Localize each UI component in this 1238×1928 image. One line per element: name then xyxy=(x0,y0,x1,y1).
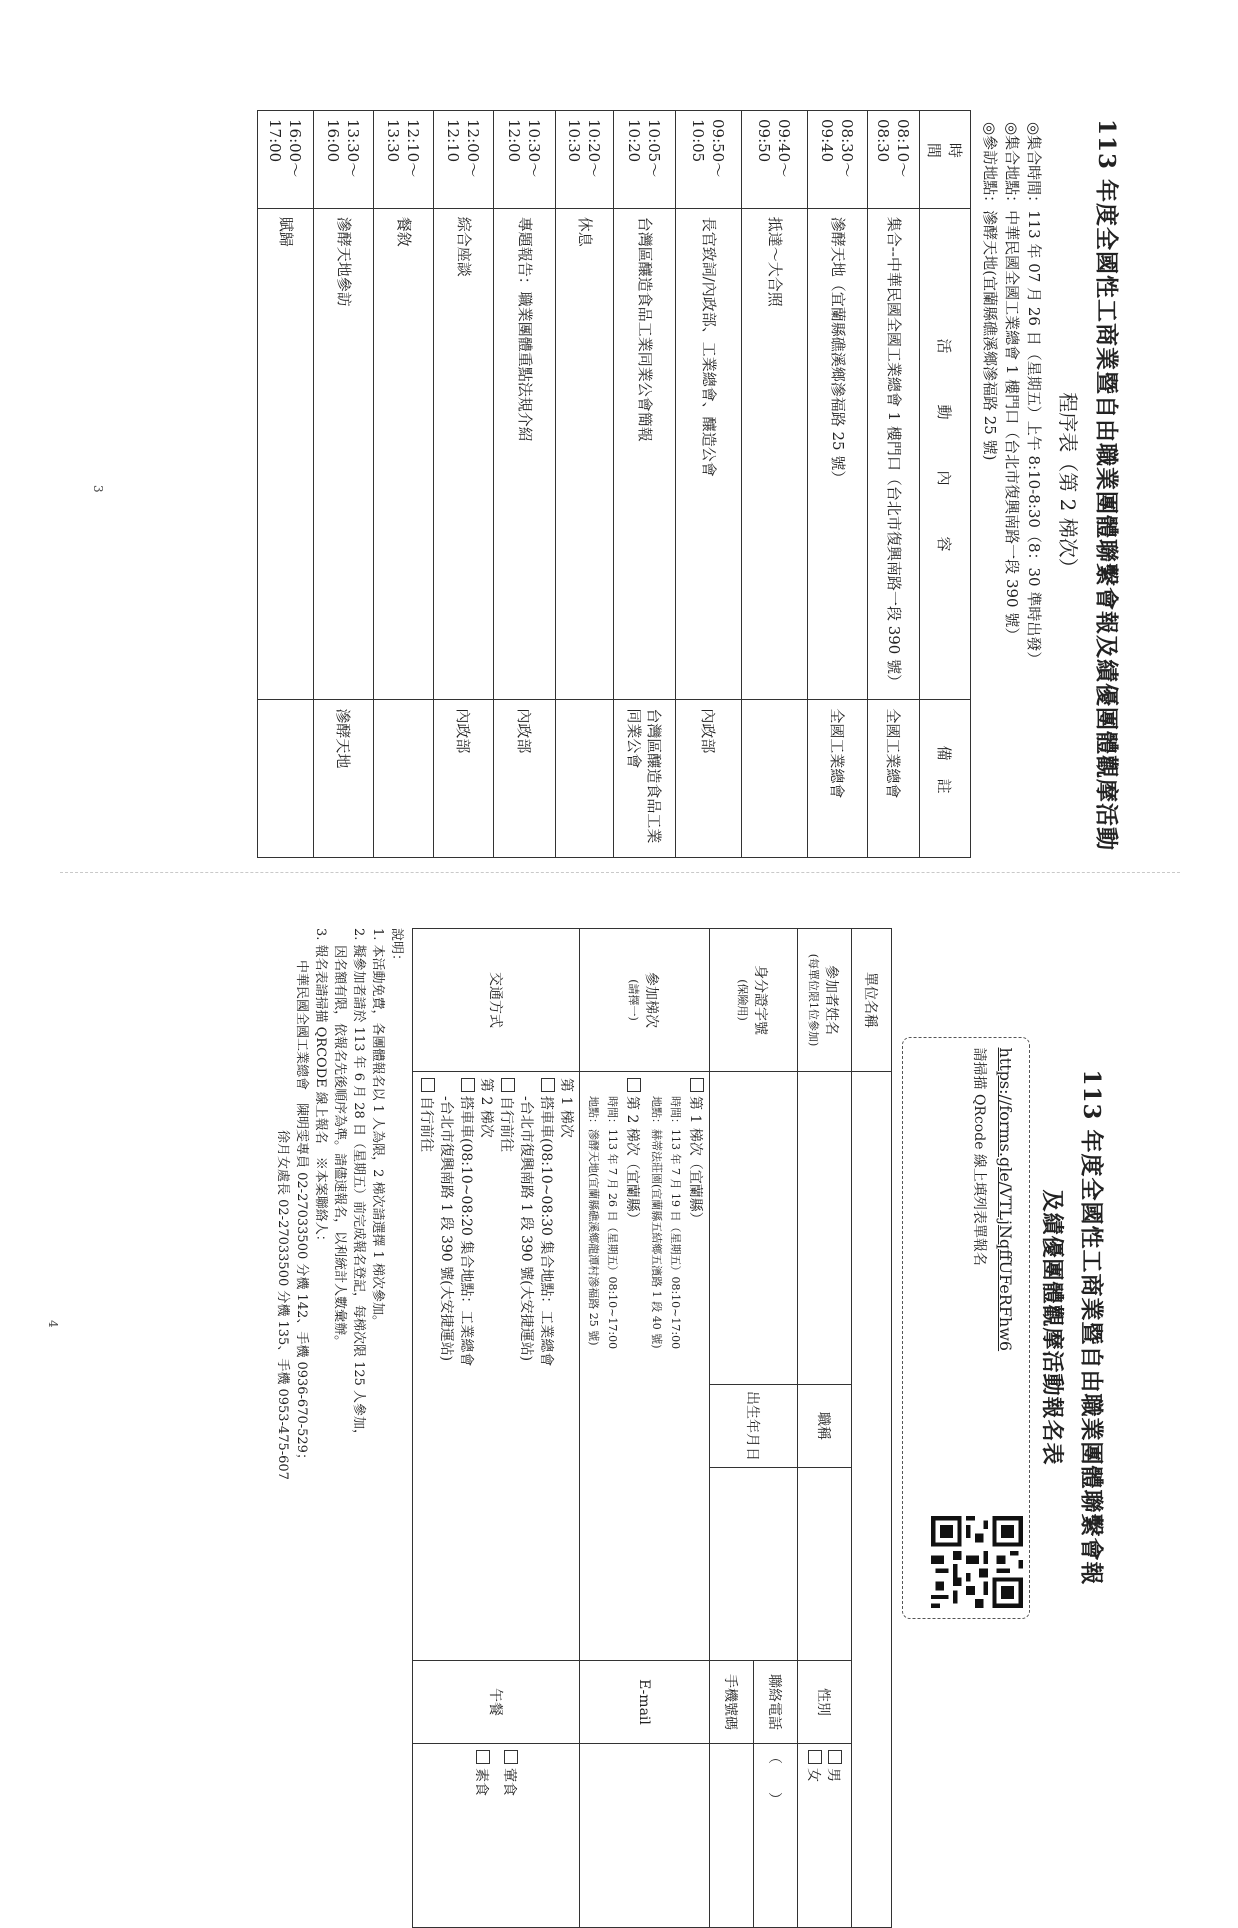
birth-label: 出生年月日 xyxy=(710,1385,798,1468)
note-item: 3. 報名表請掃描 QRCODE 線上報名 ※本案聯絡人： xyxy=(313,928,328,1248)
row-time: 10:30～12:00 xyxy=(494,111,556,209)
session2-place: 地點：滲酵天地(宜蘭縣礁溪鄉龍潭村滲福路 25 號) xyxy=(587,1096,601,1346)
row-note xyxy=(258,700,314,858)
checkbox-icon[interactable] xyxy=(541,1078,555,1092)
participant-name-label-cell xyxy=(798,929,852,1072)
page-divider xyxy=(60,872,1180,873)
notes-section xyxy=(311,928,406,1735)
row-time: 10:20～10:30 xyxy=(556,111,614,209)
qr-box xyxy=(902,1037,1030,1619)
gender-female-label: 女 xyxy=(805,1768,822,1782)
id-number-label: 身分證字號 xyxy=(752,965,769,1035)
row-time: 08:10～08:30 xyxy=(868,111,920,209)
meeting-place: ◎集合地點：中華民國全國工業總會 1 樓門口（台北市復興南路一段 390 號） xyxy=(1003,122,1021,643)
gender-female-option[interactable] xyxy=(805,1750,825,1921)
schedule-row xyxy=(614,111,676,858)
participant-name-note: (每單位限1位參加) xyxy=(807,953,821,1047)
row-note: 內政部 xyxy=(676,700,742,858)
session1-place: 地點：赫蒂法莊園(宜蘭縣五結鄉五濱路 1 段 40 號) xyxy=(650,1096,664,1349)
transport-s1-self-option[interactable] xyxy=(496,1078,516,1654)
transport-label: 交通方式 xyxy=(413,929,580,1072)
row-activity: 抵達～大合照 xyxy=(742,208,808,700)
checkbox-icon[interactable] xyxy=(501,1078,515,1092)
session2-option[interactable] xyxy=(623,1078,642,1654)
row-time: 10:05～10:20 xyxy=(614,111,676,209)
checkbox-icon[interactable] xyxy=(691,1078,705,1092)
session-label: 參加梯次 xyxy=(643,972,660,1028)
gender-male-option[interactable] xyxy=(825,1750,845,1921)
schedule-row xyxy=(434,111,494,858)
transport-s1-bus-option[interactable] xyxy=(536,1078,556,1654)
page-number: 4 xyxy=(46,1320,60,1328)
schedule-row xyxy=(868,111,920,858)
schedule-title: 113 年度全國性工商業暨自由職業團體聯繫會報及績優團體觀摩活動 xyxy=(1093,118,1120,852)
unit-name-field[interactable] xyxy=(852,1072,892,1928)
row-note: 全國工業總會 xyxy=(808,700,868,858)
gender-label: 性別 xyxy=(798,1661,852,1744)
row-activity: 賦歸 xyxy=(258,208,314,700)
registration-table xyxy=(412,928,892,1928)
contact-line-2: 徐月女處長 02-27033500 分機 135、手機 0953-475-607 xyxy=(275,1130,290,1480)
row-note xyxy=(556,700,614,858)
transport-s2-self-option[interactable] xyxy=(416,1078,436,1654)
lunch-options xyxy=(413,1744,580,1928)
transport-s2-self: 自行前往 xyxy=(418,1096,434,1152)
visit-place: ◎參訪地點：滲酵天地(宜蘭縣礁溪鄉滲福路 25 號) xyxy=(981,122,999,461)
transport-s1-bus-cont: -台北市復興南路 1 段 390 號(大安捷運站) xyxy=(518,1096,534,1362)
row-note: 台灣區釀造食品工業同業公會 xyxy=(614,700,676,858)
row-time: 16:00～17:00 xyxy=(258,111,314,209)
lunch-meat-option[interactable] xyxy=(500,1750,520,1921)
transport-s2-bus-option[interactable] xyxy=(456,1078,476,1654)
qr-hint: 請掃描 QRcode 線上填列表單報名 xyxy=(971,1047,987,1266)
row-activity: 滲酵天地參訪 xyxy=(314,208,374,700)
gender-male-label: 男 xyxy=(825,1768,842,1782)
note-item: 2. 擬參加者請於 113 年 6 月 28 日（星期五）前完成報名登記，每梯次限 125 人參加， xyxy=(351,928,366,1443)
header-note: 備註 xyxy=(920,700,971,858)
schedule-row xyxy=(314,111,374,858)
schedule-table xyxy=(257,110,971,858)
row-note xyxy=(742,700,808,858)
schedule-row xyxy=(374,111,434,858)
checkbox-icon[interactable] xyxy=(628,1078,642,1092)
row-activity: 餐敘 xyxy=(374,208,434,700)
checkbox-icon[interactable] xyxy=(809,1750,823,1764)
transport-s2-bus-cont: -台北市復興南路 1 段 390 號(大安捷運站) xyxy=(438,1096,454,1362)
registration-page xyxy=(45,920,1110,1806)
row-note: 內政部 xyxy=(494,700,556,858)
session2-time: 時間：113 年 7 月 26 日（星期五）08:10~17:00 xyxy=(606,1096,620,1350)
row-time: 08:30～09:40 xyxy=(808,111,868,209)
transport-s1-title: 第 1 梯次 xyxy=(558,1078,574,1138)
form-title-line1: 113 年度全國性工商業暨自由職業團體聯繫會報 xyxy=(1078,1069,1105,1586)
schedule-row xyxy=(742,111,808,858)
title-field[interactable] xyxy=(798,1468,852,1661)
contact-phone-label: 聯絡電話 xyxy=(754,1661,798,1744)
contact-line-1: 中華民國全國工業總會 陳明雯專員 02-27033500 分機 142、手機 0936-670-529； xyxy=(294,960,309,1466)
session1-time: 時間：113 年 7 月 19 日（星期五）08:10~17:00 xyxy=(669,1096,683,1350)
note-item: 因名額有限，依報名先後順序為準。請儘速報名，以利統計人數彙辦。 xyxy=(332,928,347,1349)
email-label: E-mail xyxy=(580,1661,710,1744)
schedule-row xyxy=(676,111,742,858)
row-activity: 集合--中華民國全國工業總會 1 樓門口（台北市復興南路一段 390 號） xyxy=(868,208,920,700)
schedule-header-row xyxy=(920,111,971,858)
transport-s1-bus: 搭車車(08:10~08:30 集合地點：工業總會 xyxy=(538,1096,554,1367)
email-field[interactable] xyxy=(580,1744,710,1928)
mobile-label: 手機號碼 xyxy=(710,1661,754,1744)
lunch-veg-label: 素食 xyxy=(473,1768,489,1796)
birth-field[interactable] xyxy=(710,1468,798,1661)
transport-options xyxy=(413,1072,580,1661)
id-number-label-cell xyxy=(710,929,798,1072)
participant-name-label: 參加者姓名 xyxy=(823,965,840,1035)
checkbox-icon[interactable] xyxy=(476,1750,490,1764)
session-options xyxy=(580,1072,710,1661)
row-time: 12:10～13:30 xyxy=(374,111,434,209)
row-time: 13:30～16:00 xyxy=(314,111,374,209)
contact-phone-field[interactable]: （ ） xyxy=(754,1744,798,1928)
form-title-line2: 及績優團體觀摩活動報名表 xyxy=(1039,1189,1065,1466)
row-time: 09:50～10:05 xyxy=(676,111,742,209)
unit-name-label: 單位名稱 xyxy=(852,929,892,1072)
page-number: 3 xyxy=(91,485,105,493)
row-time: 12:00～12:10 xyxy=(434,111,494,209)
lunch-meat-label: 葷食 xyxy=(501,1768,517,1796)
session2-label: 第 2 梯次（宜蘭縣） xyxy=(624,1096,641,1226)
mobile-field[interactable] xyxy=(710,1744,754,1928)
gender-options xyxy=(798,1744,852,1928)
row-activity: 綜合座談 xyxy=(434,208,494,700)
checkbox-icon[interactable] xyxy=(421,1078,435,1092)
row-time: 09:40～09:50 xyxy=(742,111,808,209)
note-item: 1. 本活動免費，各團體報名以 1 人為限，2 梯次請選擇 1 梯次參加。 xyxy=(370,928,385,1329)
checkbox-icon[interactable] xyxy=(829,1750,843,1764)
title-label: 職稱 xyxy=(798,1385,852,1468)
checkbox-icon[interactable] xyxy=(504,1750,518,1764)
row-activity: 台灣區釀造食品工業同業公會簡報 xyxy=(614,208,676,700)
form-url-link[interactable]: https://forms.gle/VTLjNqffUFeRFhw6 xyxy=(996,1047,1015,1352)
meeting-time: ◎集合時間：113 年 07 月 26 日（星期五）上午 8:10-8:30（8：30 準時出發） xyxy=(1025,122,1043,667)
notes-title: 說明： xyxy=(389,928,404,968)
session1-label: 第 1 梯次（宜蘭縣） xyxy=(687,1096,704,1226)
transport-s1-self: 自行前往 xyxy=(498,1096,514,1152)
schedule-row xyxy=(494,111,556,858)
schedule-row xyxy=(808,111,868,858)
row-activity: 滲酵天地（宜蘭縣礁溪鄉滲福路 25 號） xyxy=(808,208,868,700)
qr-code-icon[interactable] xyxy=(931,1516,1023,1608)
row-activity: 專題報告：職業團體重點法規介紹 xyxy=(494,208,556,700)
schedule-row xyxy=(556,111,614,858)
checkbox-icon[interactable] xyxy=(461,1078,475,1092)
row-activity: 休息 xyxy=(556,208,614,700)
schedule-subtitle: 程序表（第 2 梯次） xyxy=(1056,392,1080,578)
row-note: 內政部 xyxy=(434,700,494,858)
participant-name-field[interactable] xyxy=(798,1072,852,1385)
row-note xyxy=(374,700,434,858)
id-number-field[interactable] xyxy=(710,1072,798,1385)
row-note: 全國工業總會 xyxy=(868,700,920,858)
transport-s2-title: 第 2 梯次 xyxy=(478,1078,494,1138)
lunch-label: 午餐 xyxy=(413,1661,580,1744)
row-activity: 長官致詞/內政部、工業總會、釀造公會 xyxy=(676,208,742,700)
session-label-cell xyxy=(580,929,710,1072)
lunch-veg-option[interactable] xyxy=(472,1750,492,1921)
session-note: (請擇一) xyxy=(627,979,641,1021)
id-number-note: (保險用) xyxy=(736,979,750,1021)
schedule-page xyxy=(91,110,1125,860)
session1-option[interactable] xyxy=(686,1078,705,1654)
schedule-row xyxy=(258,111,314,858)
transport-s2-bus: 搭車車(08:10~08:20 集合地點：工業總會 xyxy=(458,1096,474,1367)
header-activity: 活 動 內 容 xyxy=(920,208,971,700)
row-note: 滲酵天地 xyxy=(314,700,374,858)
header-time: 時 間 xyxy=(920,111,971,209)
